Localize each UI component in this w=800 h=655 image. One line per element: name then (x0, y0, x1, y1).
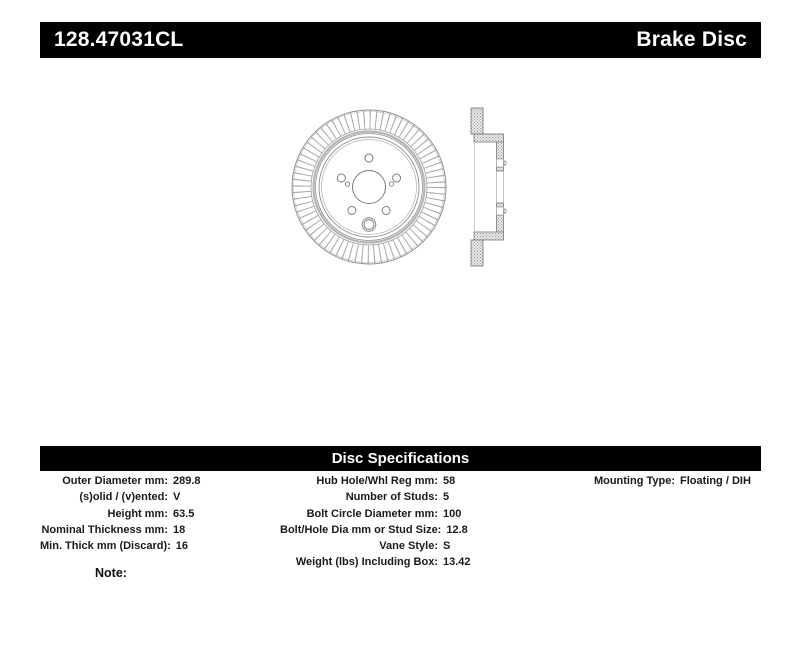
spec-label: Nominal Thickness mm: (41, 523, 168, 536)
spec-value: 12.8 (446, 523, 468, 536)
spec-row (280, 522, 471, 538)
stud-holes (337, 154, 400, 215)
spec-row (280, 554, 471, 570)
spec-row (280, 538, 471, 554)
spec-column-right (530, 473, 751, 489)
spec-value: 5 (443, 491, 450, 504)
spec-value: V (173, 491, 181, 504)
spec-row (40, 473, 201, 489)
spec-value: 13.42 (443, 556, 471, 569)
spec-label: Bolt/Hole Dia mm or Stud Size: (280, 523, 442, 536)
center-bore (353, 171, 386, 204)
spec-value: S (443, 540, 451, 553)
spec-title-bar (40, 446, 761, 471)
spec-row (40, 522, 201, 538)
spec-label: (s)olid / (v)ented: (79, 491, 168, 504)
note-label: Note: (95, 566, 127, 580)
technical-drawing (270, 95, 530, 285)
spec-row (40, 538, 201, 554)
brake-disc-cross-section (471, 108, 506, 266)
spec-row (40, 506, 201, 522)
brake-disc-front-view (292, 110, 446, 264)
spec-row (530, 473, 751, 489)
spec-label: Mounting Type: (593, 475, 675, 487)
spec-value: Floating / DIH (680, 475, 751, 487)
spec-label: Outer Diameter mm: (62, 475, 168, 487)
spec-column-middle (280, 473, 471, 571)
spec-row (280, 489, 471, 505)
spec-label: Vane Style: (379, 540, 438, 553)
header-bar (40, 22, 761, 58)
spec-label: Height mm: (107, 507, 168, 520)
spec-row (280, 473, 471, 489)
adjuster-hole (362, 218, 376, 232)
spec-value: 18 (173, 523, 186, 536)
spec-label: Min. Thick mm (Discard): (40, 540, 171, 553)
spec-row (280, 506, 471, 522)
part-number: 128.47031CL (54, 28, 184, 51)
spec-label: Bolt Circle Diameter mm: (306, 507, 438, 520)
spec-value: 16 (175, 540, 189, 553)
spec-title: Disc Specifications (331, 450, 470, 467)
spec-row (40, 489, 201, 505)
spec-label: Weight (lbs) Including Box: (295, 556, 438, 569)
spec-value: 100 (443, 507, 462, 520)
spec-label: Number of Studs: (345, 491, 438, 504)
spec-value: 289.8 (173, 475, 201, 487)
spec-value: 63.5 (173, 507, 195, 520)
spec-column-left (40, 473, 201, 554)
spec-value: 58 (443, 475, 456, 487)
spec-label: Hub Hole/Whl Reg mm: (316, 475, 438, 487)
product-type-title: Brake Disc (636, 28, 747, 51)
